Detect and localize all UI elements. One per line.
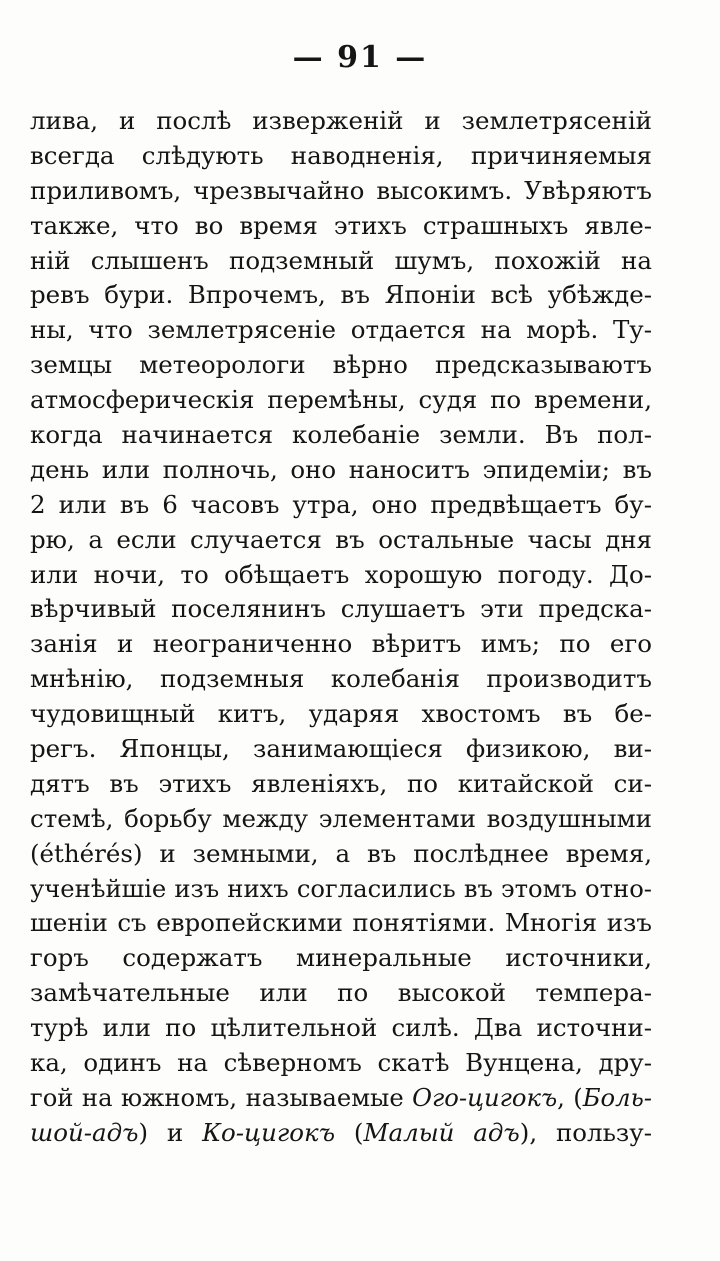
text-line: шеніи съ европейскими понятіями. Многія изъ bbox=[30, 908, 652, 938]
text-line: замѣчательные или по высокой темпера- bbox=[30, 978, 652, 1008]
italic-term: Ого-цигокъ bbox=[412, 1082, 558, 1112]
text-line: горъ содержатъ минеральные источники, bbox=[30, 943, 652, 973]
text-line: регъ. Японцы, занимающіеся физикою, ви- bbox=[30, 734, 652, 764]
text-segment: ) и bbox=[138, 1117, 203, 1147]
page-number: — 91 — bbox=[292, 40, 428, 75]
text-segment: ( bbox=[335, 1117, 364, 1147]
text-line: день или полночь, оно наноситъ эпидеміи; въ bbox=[30, 454, 652, 484]
text-line: 2 или въ 6 часовъ утра, оно предвѣщаетъ бу- bbox=[30, 489, 652, 519]
text-segment: гой на южномъ, называемые bbox=[30, 1082, 413, 1112]
text-line: ученѣйшіе изъ нихъ согласились въ этомъ отно- bbox=[30, 873, 652, 903]
text-segment: , ( bbox=[557, 1082, 583, 1112]
text-line: ній слышенъ подземный шумъ, похожій на bbox=[30, 245, 652, 275]
text-segment: ), пользу- bbox=[519, 1117, 652, 1147]
italic-term: Боль- bbox=[582, 1082, 652, 1112]
text-line: мнѣнію, подземныя колебанія производитъ bbox=[30, 664, 652, 694]
text-line: занія и неограниченно вѣритъ имъ; по его bbox=[30, 629, 652, 659]
text-line: турѣ или по цѣлительной силѣ. Два источни- bbox=[30, 1013, 652, 1043]
text-line bbox=[30, 1116, 652, 1151]
text-line: чудовищный китъ, ударяя хвостомъ въ бе- bbox=[30, 699, 652, 729]
text-line: или ночи, то обѣщаетъ хорошую погоду. До- bbox=[30, 559, 652, 589]
text-line: лива, и послѣ изверженій и землетрясеній bbox=[30, 106, 652, 135]
text-line: стемѣ, борьбу между элементами воздушными bbox=[30, 803, 652, 833]
text-line: атмосферическія перемѣны, судя по времени, bbox=[30, 385, 652, 415]
text-line: (éthérés) и земными, а въ послѣднее время, bbox=[30, 838, 652, 868]
text-line: ревъ бури. Впрочемъ, въ Японіи всѣ убѣжде- bbox=[30, 280, 652, 310]
text-line: когда начинается колебаніе земли. Въ пол- bbox=[30, 420, 652, 450]
text-line: ны, что землетрясеніе отдается на морѣ. Ту- bbox=[30, 315, 652, 345]
italic-term: Малый адъ bbox=[363, 1117, 520, 1147]
text-line: ка, одинъ на сѣверномъ скатѣ Вунцена, дру- bbox=[30, 1048, 652, 1078]
text-line: приливомъ, чрезвычайно высокимъ. Увѣряютъ bbox=[30, 175, 652, 205]
body-text bbox=[30, 104, 652, 1151]
text-line: дятъ въ этихъ явленіяхъ, по китайской си- bbox=[30, 768, 652, 798]
italic-term: шой-адъ bbox=[30, 1117, 139, 1147]
text-line: всегда слѣдують наводненія, причиняемыя bbox=[30, 140, 652, 170]
text-line: земцы метеорологи вѣрно предсказываютъ bbox=[30, 350, 652, 380]
text-line: рю, а если случается въ остальные часы дня bbox=[30, 524, 652, 554]
text-line: вѣрчивый поселянинъ слушаетъ эти предска- bbox=[30, 594, 652, 624]
italic-term: Ко-цигокъ bbox=[202, 1117, 336, 1147]
text-line: также, что во время этихъ страшныхъ явле- bbox=[30, 210, 652, 240]
text-line bbox=[30, 1081, 652, 1116]
